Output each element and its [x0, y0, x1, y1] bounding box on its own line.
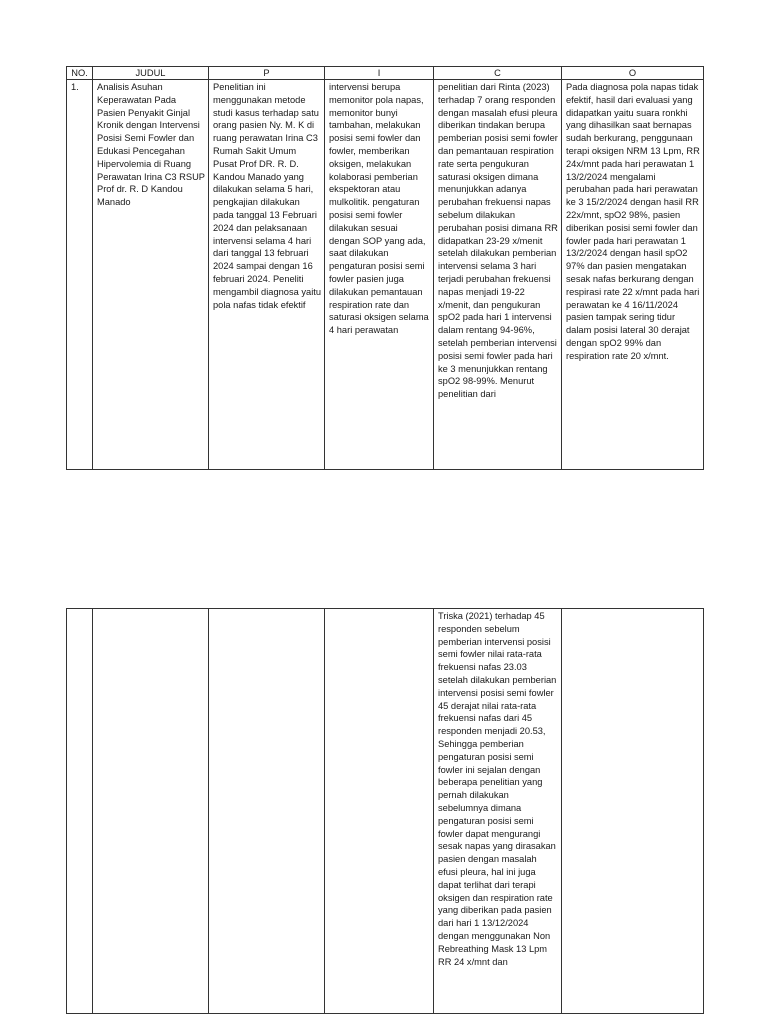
table-row — [67, 80, 704, 470]
header-o: O — [562, 67, 704, 80]
cell-o: Pada diagnosa pola napas tidak efektif, hasil dari evaluasi yang didapatkan yaitu suara ronkhi yang dihasilkan saat bernapas sudah berkurang, penggunaan terapi oksigen NRM 13 Lpm, RR 24x/mnt pada hari perawatan 1 13/2/2024 mengalami perubahan pada hari perawatan ke 3 15/2/2024 dengan hasil RR 22x/mnt, spO2 98%, pasien diberikan posisi semi fowler dan fowler pada hari perawatan 1 13/2/2024 dengan hasil spO2 97% dan pasien mengatakan sesak nafas berkurang dengan respirasi rate 22 x/mnt pada hari perawatan ke 4 16/11/2024 pasien tampak sering tidur dalam posisi lateral 30 derajat dengan spO2 99% dan respiration rate 20 x/mnt. — [562, 80, 704, 470]
header-c: C — [434, 67, 562, 80]
cell-i: intervensi berupa memonitor pola napas, memonitor bunyi tambahan, melakukan posisi semi fowler dan fowler, memberikan oksigen, melakukan kolaborasi pemberian ekspektoran atau mulkolitik. pengaturan posisi semi fowler dilakukan sesuai dengan SOP yang ada, saat dilakukan pengaturan posisi semi fowler pasien juga dilakukan pemantauan respiration rate dan saturasi oksigen selama 4 hari perawatan — [325, 80, 434, 470]
cell-o — [562, 609, 704, 1014]
cell-no: 1. — [67, 80, 93, 470]
page-2-table — [66, 608, 704, 1014]
cell-c: Triska (2021) terhadap 45 responden sebelum pemberian intervensi posisi semi fowler nilai rata-rata frekuensi nafas 23.03 setelah dilakukan pemberian intervensi posisi semi fowler 45 derajat nilai rata-rata frekuensi nafas dari 45 responden menjadi 20.53, Sehingga pemberian pengaturan posisi semi fowler ini sejalan dengan beberapa penelitian yang pernah dilakukan sebelumnya dimana pengaturan posisi semi fowler dapat mengurangi sesak napas yang dirasakan pasien dengan masalah efusi pleura, hal ini juga dapat terlihat dari terapi oksigen dan respiration rate yang diberikan pada pasien dari hari 1 13/12/2024 dengan menggunakan Non Rebreathing Mask 13 Lpm RR 24 x/mnt dan — [434, 609, 562, 1014]
header-p: P — [209, 67, 325, 80]
cell-judul: Analisis Asuhan Keperawatan Pada Pasien Penyakit Ginjal Kronik dengan Intervensi Posisi Semi Fowler dan Edukasi Pencegahan Hipervolemia di Ruang Perawatan Irina C3 RSUP Prof dr. R. D Kandou Manado — [93, 80, 209, 470]
cell-p: Penelitian ini menggunakan metode studi kasus terhadap satu orang pasien Ny. M. K di ruang perawatan Irina C3 Rumah Sakit Umum Pusat Prof DR. R. D. Kandou Manado yang dilakukan selama 5 hari, pengkajian dilakukan pada tanggal 13 Februari 2024 dan pelaksanaan intervensi selama 4 hari dari tanggal 13 februari 2024 sampai dengan 16 februari 2024. Peneliti mengambil diagnosa yaitu pola nafas tidak efektif — [209, 80, 325, 470]
cell-no — [67, 609, 93, 1014]
header-i: I — [325, 67, 434, 80]
page-1-table — [66, 66, 704, 470]
cell-p — [209, 609, 325, 1014]
cell-c: penelitian dari Rinta (2023) terhadap 7 orang responden dengan masalah efusi pleura diberikan tindakan berupa pemberian posisi semi fowler dan pemantauan respiration rate serta pengukuran saturasi oksigen dimana menunjukkan adanya perubahan frekuensi napas sebelum dilakukan perubahan posisi dimana RR didapatkan 23-29 x/menit setelah dilakukan pemberian intervensi selama 3 hari terjadi perubahan frekuensi napas menjadi 19-22 x/menit, dan pengukuran spO2 pada hari 1 intervensi dalam rentang 94-96%, setelah pemberian intervensi posisi semi fowler pada hari ke 3 menunjukkan rentang spO2 98-99%. Menurut penelitian dari — [434, 80, 562, 470]
header-row — [67, 67, 704, 80]
header-judul: JUDUL — [93, 67, 209, 80]
header-no: NO. — [67, 67, 93, 80]
table-row — [67, 609, 704, 1014]
cell-i — [325, 609, 434, 1014]
cell-judul — [93, 609, 209, 1014]
